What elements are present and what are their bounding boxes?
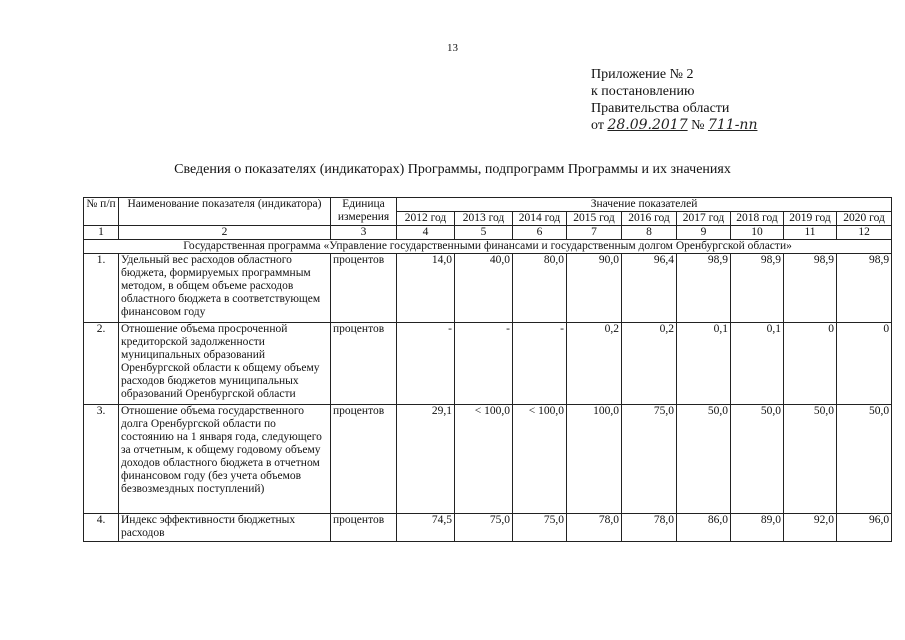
value-cell: 29,1 xyxy=(397,405,455,514)
year-header: 2013 год xyxy=(455,212,513,226)
value-cell: 0 xyxy=(837,323,892,405)
column-number: 4 xyxy=(397,226,455,240)
value-cell: < 100,0 xyxy=(513,405,567,514)
column-number: 10 xyxy=(731,226,784,240)
value-cell: 98,9 xyxy=(837,254,892,323)
value-cell: 98,9 xyxy=(677,254,731,323)
row-number: 1. xyxy=(84,254,119,323)
value-cell: 86,0 xyxy=(677,514,731,542)
value-cell: - xyxy=(455,323,513,405)
header-num: № п/п xyxy=(84,198,119,226)
value-cell: 50,0 xyxy=(731,405,784,514)
indicator-name: Удельный вес расходов областного бюджета, формируемых программным методом, в общем объеме расходов областного бюджета в соответствующем финансовом году xyxy=(119,254,331,323)
value-cell: 74,5 xyxy=(397,514,455,542)
row-number: 2. xyxy=(84,323,119,405)
document-title: Сведения о показателях (индикаторах) Программы, подпрограмм Программы и их значениях xyxy=(174,162,731,177)
value-cell: 98,9 xyxy=(731,254,784,323)
value-cell: 0,2 xyxy=(622,323,677,405)
column-number: 8 xyxy=(622,226,677,240)
page-number: 13 xyxy=(447,42,458,54)
handwritten-number: 711-пп xyxy=(707,117,758,133)
column-number: 3 xyxy=(331,226,397,240)
table-row xyxy=(84,254,892,323)
value-cell: 75,0 xyxy=(455,514,513,542)
from-label: от xyxy=(591,118,604,133)
column-number: 7 xyxy=(567,226,622,240)
value-cell: 0 xyxy=(784,323,837,405)
year-header: 2017 год xyxy=(677,212,731,226)
value-cell: 40,0 xyxy=(455,254,513,323)
value-cell: 14,0 xyxy=(397,254,455,323)
value-cell: 92,0 xyxy=(784,514,837,542)
program-title-row xyxy=(84,240,892,254)
indicator-name: Отношение объема просроченной кредиторской задолженности муниципальных образований Оренбургской области к общему объему расходов бюджетов муниципальных образований Оренбургской области xyxy=(119,323,331,405)
value-cell: 50,0 xyxy=(837,405,892,514)
indicators-table xyxy=(83,197,892,542)
value-cell: 78,0 xyxy=(567,514,622,542)
appendix-line-date xyxy=(591,117,757,134)
value-cell: 89,0 xyxy=(731,514,784,542)
header-row-1 xyxy=(84,198,892,212)
row-number: 3. xyxy=(84,405,119,514)
value-cell: 0,2 xyxy=(567,323,622,405)
value-cell: < 100,0 xyxy=(455,405,513,514)
year-header: 2020 год xyxy=(837,212,892,226)
header-values-group: Значение показателей xyxy=(397,198,892,212)
table-row xyxy=(84,323,892,405)
value-cell: 80,0 xyxy=(513,254,567,323)
table-row xyxy=(84,405,892,514)
appendix-line-1: Приложение № 2 xyxy=(591,67,694,82)
unit-cell: процентов xyxy=(331,405,397,514)
header-name: Наименование показателя (индикатора) xyxy=(119,198,331,226)
value-cell: 100,0 xyxy=(567,405,622,514)
value-cell: 78,0 xyxy=(622,514,677,542)
handwritten-date: 28.09.2017 xyxy=(607,117,688,133)
unit-cell: процентов xyxy=(331,514,397,542)
column-number: 12 xyxy=(837,226,892,240)
year-header: 2019 год xyxy=(784,212,837,226)
value-cell: 90,0 xyxy=(567,254,622,323)
column-number: 11 xyxy=(784,226,837,240)
value-cell: 50,0 xyxy=(677,405,731,514)
indicator-name: Индекс эффективности бюджетных расходов xyxy=(119,514,331,542)
year-header: 2018 год xyxy=(731,212,784,226)
value-cell: - xyxy=(397,323,455,405)
table-row xyxy=(84,514,892,542)
column-numbers-row xyxy=(84,226,892,240)
value-cell: 50,0 xyxy=(784,405,837,514)
value-cell: 75,0 xyxy=(513,514,567,542)
year-header: 2014 год xyxy=(513,212,567,226)
appendix-line-2: к постановлению xyxy=(591,84,695,99)
year-header: 2016 год xyxy=(622,212,677,226)
unit-cell: процентов xyxy=(331,323,397,405)
column-number: 9 xyxy=(677,226,731,240)
header-unit: Единица измерения xyxy=(331,198,397,226)
indicator-name: Отношение объема государственного долга Оренбургской области по состоянию на 1 января года, следующего за отчетным, к общему годовому объему доходов областного бюджета в отчетном финансовом году (без учета объемов безвозмездных поступлений) xyxy=(119,405,331,514)
year-header: 2012 год xyxy=(397,212,455,226)
column-number: 6 xyxy=(513,226,567,240)
program-title: Государственная программа «Управление государственными финансами и государственным долгом Оренбургской области» xyxy=(84,240,892,254)
value-cell: 98,9 xyxy=(784,254,837,323)
value-cell: 96,4 xyxy=(622,254,677,323)
column-number: 5 xyxy=(455,226,513,240)
year-header: 2015 год xyxy=(567,212,622,226)
column-number: 1 xyxy=(84,226,119,240)
unit-cell: процентов xyxy=(331,254,397,323)
value-cell: - xyxy=(513,323,567,405)
value-cell: 96,0 xyxy=(837,514,892,542)
value-cell: 75,0 xyxy=(622,405,677,514)
value-cell: 0,1 xyxy=(677,323,731,405)
row-number: 4. xyxy=(84,514,119,542)
value-cell: 0,1 xyxy=(731,323,784,405)
column-number: 2 xyxy=(119,226,331,240)
number-label: № xyxy=(691,118,705,133)
appendix-block xyxy=(591,66,757,134)
appendix-line-3: Правительства области xyxy=(591,101,730,116)
